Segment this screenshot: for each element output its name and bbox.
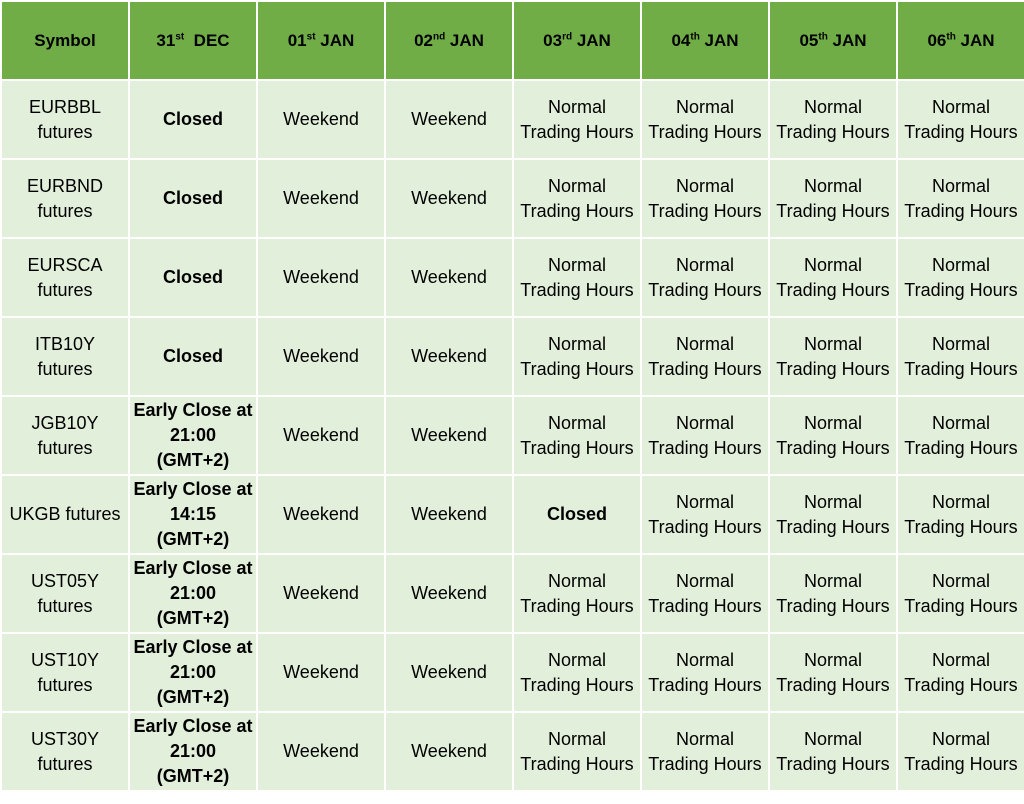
schedule-text: Trading Hours [904,121,1018,142]
column-header-day [641,1,769,80]
ordinal-suffix: st [306,30,316,42]
schedule-text: Trading Hours [520,753,634,774]
schedule-text: Trading Hours [520,674,634,695]
schedule-text: (GMT+2) [156,766,230,786]
schedule-cell [513,80,641,159]
header-row [1,1,1024,80]
ordinal-suffix: th [946,30,956,42]
schedule-text: Trading Hours [648,437,762,458]
schedule-cell [897,396,1024,475]
schedule-text: Normal [675,649,734,670]
schedule-text: Normal [931,333,990,354]
schedule-text: Trading Hours [904,437,1018,458]
schedule-text: Normal [803,728,862,749]
schedule-text: Normal [803,333,862,354]
column-header-label: 05 [799,30,819,50]
symbol-text: futures [37,437,93,458]
schedule-cell [641,554,769,633]
symbol-cell [1,317,129,396]
schedule-text: Normal [803,570,862,591]
schedule-text: Trading Hours [904,753,1018,774]
schedule-text: Closed [546,504,607,524]
schedule-text: Trading Hours [648,753,762,774]
schedule-cell [257,159,385,238]
table-row [1,396,1024,475]
schedule-text: (GMT+2) [156,687,230,707]
schedule-text: Trading Hours [776,516,890,537]
schedule-cell [513,159,641,238]
schedule-text: Normal [547,570,606,591]
schedule-text: Trading Hours [520,437,634,458]
schedule-cell [513,712,641,791]
schedule-text: Normal [803,491,862,512]
schedule-text: Trading Hours [904,279,1018,300]
schedule-cell [641,633,769,712]
schedule-text: Normal [547,412,606,433]
schedule-cell [129,475,257,554]
schedule-cell [129,712,257,791]
schedule-text: Early Close at [133,558,253,578]
column-header-day [769,1,897,80]
schedule-text: Normal [547,728,606,749]
table-row [1,159,1024,238]
schedule-text: Normal [675,570,734,591]
schedule-text: Trading Hours [776,437,890,458]
schedule-text: Weekend [411,583,487,603]
schedule-text: Trading Hours [520,595,634,616]
schedule-text: Weekend [411,267,487,287]
schedule-text: Trading Hours [648,121,762,142]
schedule-cell [897,317,1024,396]
table-row [1,317,1024,396]
column-header-day [129,1,257,80]
symbol-text: JGB10Y [31,412,99,433]
schedule-text: Normal [803,175,862,196]
schedule-cell [513,475,641,554]
schedule-text: Weekend [283,188,359,208]
schedule-cell [897,80,1024,159]
schedule-cell [769,80,897,159]
schedule-text: Normal [675,491,734,512]
ordinal-suffix: rd [562,30,573,42]
column-header-label: 06 [927,30,947,50]
schedule-text: Weekend [411,346,487,366]
schedule-text: Closed [162,188,223,208]
schedule-text: Normal [931,728,990,749]
schedule-text: Normal [675,96,734,117]
schedule-text: Trading Hours [776,200,890,221]
schedule-cell [897,475,1024,554]
schedule-cell [257,633,385,712]
schedule-cell [897,712,1024,791]
symbol-text: futures [37,595,93,616]
schedule-text: Normal [675,175,734,196]
schedule-cell [641,238,769,317]
ordinal-suffix: nd [432,30,446,42]
schedule-text: Weekend [283,741,359,761]
ordinal-suffix: th [690,30,700,42]
column-header-day [257,1,385,80]
schedule-cell [769,475,897,554]
table-row [1,554,1024,633]
symbol-text: UKGB futures [9,504,121,524]
schedule-text: Trading Hours [520,358,634,379]
schedule-cell [641,159,769,238]
schedule-text: Trading Hours [648,595,762,616]
schedule-text: Trading Hours [776,358,890,379]
schedule-cell [385,80,513,159]
column-header-day [513,1,641,80]
column-header-month: JAN [445,30,484,50]
schedule-cell [641,396,769,475]
table-row [1,80,1024,159]
symbol-text: ITB10Y [34,333,96,354]
schedule-text: Normal [931,254,990,275]
symbol-cell [1,80,129,159]
schedule-cell [385,396,513,475]
schedule-text: Trading Hours [904,358,1018,379]
schedule-cell [897,238,1024,317]
ordinal-suffix: st [175,30,185,42]
schedule-text: Trading Hours [776,674,890,695]
schedule-text: Normal [931,412,990,433]
schedule-cell [257,712,385,791]
schedule-cell [385,238,513,317]
table-body [1,80,1024,791]
schedule-cell [641,80,769,159]
column-header-symbol [1,1,129,80]
column-header-label: 31 [156,30,176,50]
symbol-text: futures [37,753,93,774]
symbol-text: futures [37,200,93,221]
schedule-cell [897,554,1024,633]
schedule-cell [257,80,385,159]
schedule-text: Weekend [283,109,359,129]
schedule-text: Weekend [283,425,359,445]
symbol-text: UST30Y [30,728,100,749]
schedule-text: Early Close at [133,716,253,736]
schedule-text: Weekend [411,425,487,445]
schedule-text: Early Close at [133,400,253,420]
table-row [1,238,1024,317]
symbol-cell [1,238,129,317]
schedule-cell [513,633,641,712]
symbol-text: EURBND [26,175,103,196]
schedule-cell [769,396,897,475]
column-header-label: 02 [414,30,433,50]
column-header-label: 01 [287,30,307,50]
schedule-text: Trading Hours [776,753,890,774]
schedule-text: Trading Hours [520,200,634,221]
schedule-text: Weekend [283,267,359,287]
schedule-text: Normal [803,649,862,670]
schedule-text: Trading Hours [648,516,762,537]
column-header-label: Symbol [34,30,96,50]
schedule-text: Normal [803,254,862,275]
schedule-text: Weekend [411,741,487,761]
schedule-cell [513,396,641,475]
schedule-text: Normal [931,491,990,512]
schedule-cell [257,475,385,554]
schedule-cell [385,712,513,791]
column-header-label: 04 [671,30,691,50]
schedule-cell [129,159,257,238]
schedule-cell [257,554,385,633]
schedule-text: Weekend [411,188,487,208]
schedule-text: Normal [931,96,990,117]
schedule-text: Trading Hours [904,516,1018,537]
schedule-text: Trading Hours [904,200,1018,221]
schedule-text: 21:00 [169,425,217,445]
schedule-text: 21:00 [169,741,217,761]
schedule-text: Trading Hours [520,279,634,300]
symbol-text: futures [37,121,93,142]
schedule-text: Normal [547,175,606,196]
schedule-cell [129,396,257,475]
schedule-text: Trading Hours [648,358,762,379]
schedule-text: Weekend [283,662,359,682]
schedule-text: (GMT+2) [156,529,230,549]
schedule-cell [897,633,1024,712]
schedule-cell [641,475,769,554]
schedule-text: Closed [162,346,223,366]
schedule-cell [897,159,1024,238]
schedule-text: Normal [547,649,606,670]
schedule-text: Weekend [411,662,487,682]
table-row [1,633,1024,712]
schedule-cell [513,238,641,317]
schedule-text: (GMT+2) [156,608,230,628]
column-header-month: JAN [699,30,739,50]
schedule-text: Normal [675,333,734,354]
schedule-cell [513,554,641,633]
table-header [1,1,1024,80]
schedule-text: Normal [931,175,990,196]
schedule-text: Normal [931,649,990,670]
column-header-month: JAN [315,30,355,50]
column-header-month: DEC [184,30,230,50]
schedule-text: Weekend [283,346,359,366]
column-header-month: JAN [955,30,995,50]
symbol-cell [1,396,129,475]
symbol-text: EURBBL [28,96,102,117]
schedule-cell [257,396,385,475]
symbol-cell [1,475,129,554]
column-header-day [897,1,1024,80]
schedule-text: Trading Hours [776,121,890,142]
column-header-label: 03 [543,30,563,50]
symbol-text: UST10Y [30,649,100,670]
schedule-text: Weekend [411,109,487,129]
schedule-cell [129,238,257,317]
column-header-day [385,1,513,80]
schedule-cell [769,712,897,791]
schedule-text: Trading Hours [776,595,890,616]
ordinal-suffix: th [818,30,828,42]
schedule-text: Trading Hours [648,200,762,221]
symbol-cell [1,159,129,238]
schedule-text: Trading Hours [648,279,762,300]
column-header-month: JAN [572,30,611,50]
schedule-text: Normal [675,254,734,275]
schedule-text: Normal [547,333,606,354]
symbol-cell [1,554,129,633]
schedule-text: Normal [675,728,734,749]
schedule-text: Early Close at [133,637,253,657]
schedule-text: Normal [803,96,862,117]
schedule-text: Trading Hours [904,595,1018,616]
schedule-text: Trading Hours [520,121,634,142]
schedule-text: (GMT+2) [156,450,230,470]
symbol-text: futures [37,358,93,379]
schedule-text: 21:00 [169,583,217,603]
table-row [1,712,1024,791]
schedule-text: Normal [547,96,606,117]
schedule-text: Weekend [411,504,487,524]
schedule-text: Normal [675,412,734,433]
schedule-text: Trading Hours [648,674,762,695]
schedule-cell [769,159,897,238]
schedule-text: Weekend [283,583,359,603]
schedule-cell [641,712,769,791]
symbol-text: futures [37,674,93,695]
schedule-cell [769,554,897,633]
schedule-cell [641,317,769,396]
schedule-text: Closed [162,109,223,129]
schedule-cell [769,317,897,396]
schedule-cell [385,475,513,554]
schedule-cell [257,317,385,396]
schedule-text: 14:15 [169,504,217,524]
symbol-text: futures [37,279,93,300]
schedule-cell [385,317,513,396]
schedule-cell [769,238,897,317]
schedule-cell [385,633,513,712]
schedule-text: Normal [931,570,990,591]
schedule-text: Trading Hours [904,674,1018,695]
schedule-text: Early Close at [133,479,253,499]
schedule-text: Normal [803,412,862,433]
schedule-cell [513,317,641,396]
schedule-text: Closed [162,267,223,287]
schedule-text: Normal [547,254,606,275]
symbol-cell [1,712,129,791]
schedule-cell [257,238,385,317]
schedule-cell [129,317,257,396]
schedule-cell [129,554,257,633]
schedule-cell [385,159,513,238]
schedule-cell [385,554,513,633]
symbol-text: UST05Y [30,570,100,591]
schedule-cell [769,633,897,712]
symbol-text: EURSCA [27,254,103,275]
symbol-cell [1,633,129,712]
schedule-text: Weekend [283,504,359,524]
schedule-cell [129,80,257,159]
schedule-text: Trading Hours [776,279,890,300]
column-header-month: JAN [827,30,867,50]
schedule-text: 21:00 [169,662,217,682]
table-row [1,475,1024,554]
schedule-cell [129,633,257,712]
